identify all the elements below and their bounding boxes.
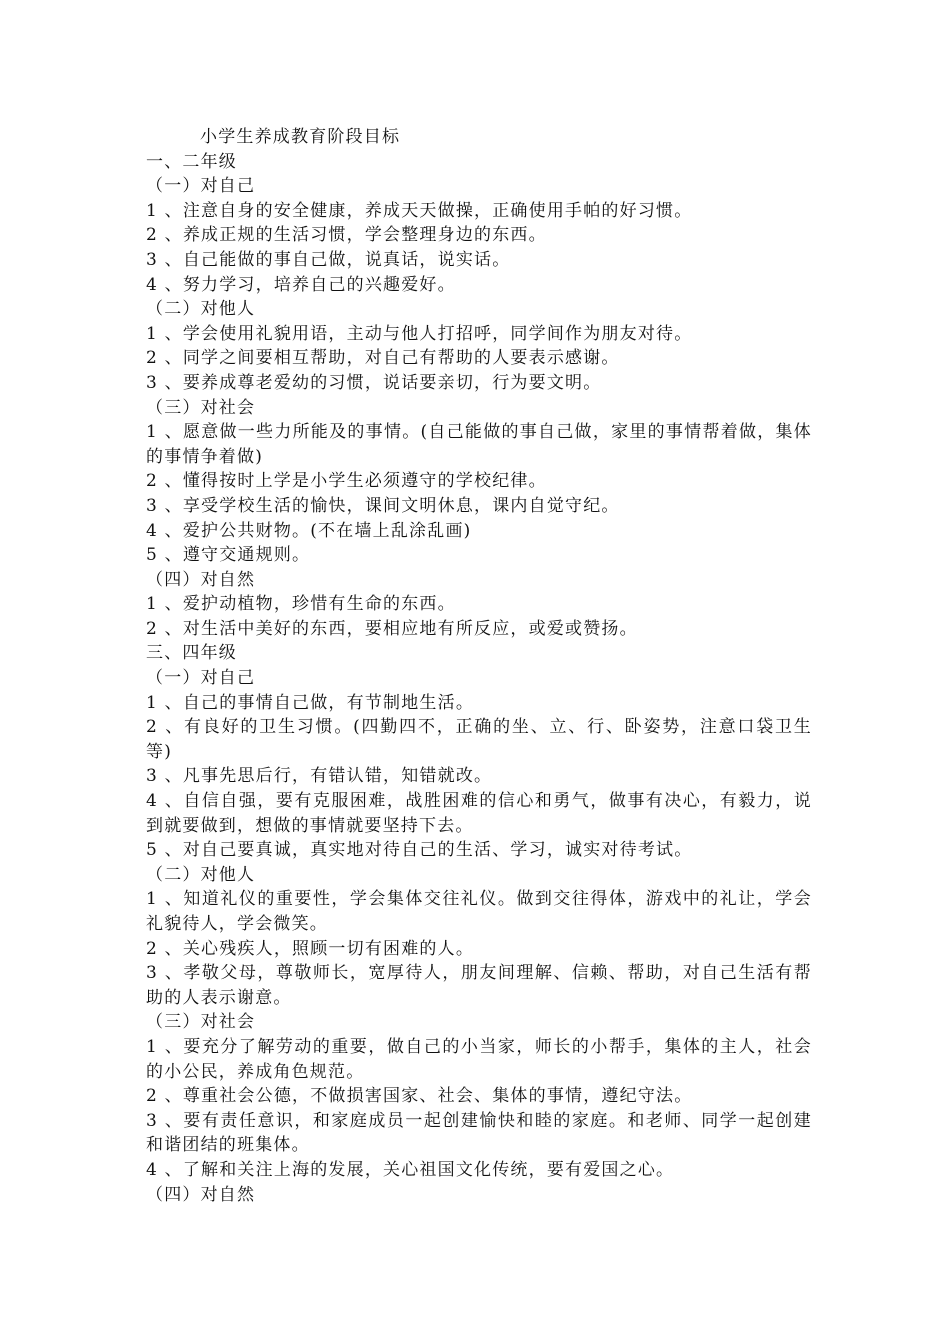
list-item: 2 、有良好的卫生习惯。(四勤四不，正确的坐、立、行、卧姿势，注意口袋卫生等) bbox=[146, 717, 812, 762]
list-item: 2 、懂得按时上学是小学生必须遵守的学校纪律。 bbox=[146, 471, 547, 492]
list-item: 3 、要养成尊老爱幼的习惯，说话要亲切，行为要文明。 bbox=[146, 372, 602, 393]
list-item: 1 、爱护动植物，珍惜有生命的东西。 bbox=[146, 594, 456, 615]
list-item: 2 、养成正规的生活习惯，学会整理身边的东西。 bbox=[146, 225, 547, 246]
list-item: 5 、遵守交通规则。 bbox=[146, 545, 311, 566]
list-item: 3 、凡事先思后行，有错认错，知错就改。 bbox=[146, 766, 493, 787]
section-heading: （一）对自己 bbox=[146, 668, 256, 689]
section-heading: 一、二年级 bbox=[146, 151, 237, 172]
list-item: 2 、同学之间要相互帮助，对自己有帮助的人要表示感谢。 bbox=[146, 348, 620, 369]
section-heading: （二）对他人 bbox=[146, 299, 256, 320]
list-item: 4 、自信自强，要有克服困难，战胜困难的信心和勇气，做事有决心，有毅力，说到就要做到，想做的事情就要坚持下去。 bbox=[146, 791, 812, 836]
list-item: 3 、要有责任意识，和家庭成员一起创建愉快和睦的家庭。和老师、同学一起创建和谐团结的班集体。 bbox=[146, 1110, 812, 1156]
list-item: 1 、自己的事情自己做，有节制地生活。 bbox=[146, 692, 475, 713]
list-item: 3 、自己能做的事自己做，说真话，说实话。 bbox=[146, 249, 511, 270]
section-heading: （二）对他人 bbox=[146, 864, 256, 885]
list-item: 1 、知道礼仪的重要性，学会集体交往礼仪。做到交往得体，游戏中的礼让，学会礼貌待人，学会微笑。 bbox=[146, 889, 812, 934]
section-heading: （三）对社会 bbox=[146, 397, 256, 418]
section-heading: 三、四年级 bbox=[146, 643, 237, 664]
section-heading: （一）对自己 bbox=[146, 176, 256, 197]
list-item: 5 、对自己要真诚，真实地对待自己的生活、学习，诚实对待考试。 bbox=[146, 840, 693, 861]
list-item: 4 、了解和关注上海的发展，关心祖国文化传统，要有爱国之心。 bbox=[146, 1159, 675, 1180]
list-item: 2 、对生活中美好的东西，要相应地有所反应，或爱或赞扬。 bbox=[146, 618, 638, 639]
document-body bbox=[146, 150, 812, 1208]
list-item: 1 、注意自身的安全健康，养成天天做操，正确使用手帕的好习惯。 bbox=[146, 200, 693, 221]
list-item: 1 、学会使用礼貌用语，主动与他人打招呼，同学间作为朋友对待。 bbox=[146, 323, 693, 344]
list-item: 4 、爱护公共财物。(不在墙上乱涂乱画) bbox=[146, 520, 472, 541]
section-heading: （四）对自然 bbox=[146, 1184, 256, 1205]
list-item: 1 、要充分了解劳动的重要，做自己的小当家，师长的小帮手，集体的主人，社会的小公民，养成角色规范。 bbox=[146, 1036, 812, 1082]
list-item: 2 、关心残疾人，照顾一切有困难的人。 bbox=[146, 938, 475, 959]
section-heading: （四）对自然 bbox=[146, 569, 256, 590]
document-page bbox=[146, 125, 812, 1207]
section-heading: （三）对社会 bbox=[146, 1012, 256, 1033]
list-item: 1 、愿意做一些力所能及的事情。(自己能做的事自己做，家里的事情帮着做，集体的事情争着做) bbox=[146, 422, 812, 467]
list-item: 3 、孝敬父母，尊敬师长，宽厚待人，朋友间理解、信赖、帮助，对自己生活有帮助的人表示谢意。 bbox=[146, 963, 812, 1008]
document-title: 小学生养成教育阶段目标 bbox=[200, 127, 401, 147]
list-item: 2 、尊重社会公德，不做损害国家、社会、集体的事情，遵纪守法。 bbox=[146, 1086, 693, 1107]
list-item: 3 、享受学校生活的愉快，课间文明休息，课内自觉守纪。 bbox=[146, 495, 620, 516]
list-item: 4 、努力学习，培养自己的兴趣爱好。 bbox=[146, 274, 456, 295]
